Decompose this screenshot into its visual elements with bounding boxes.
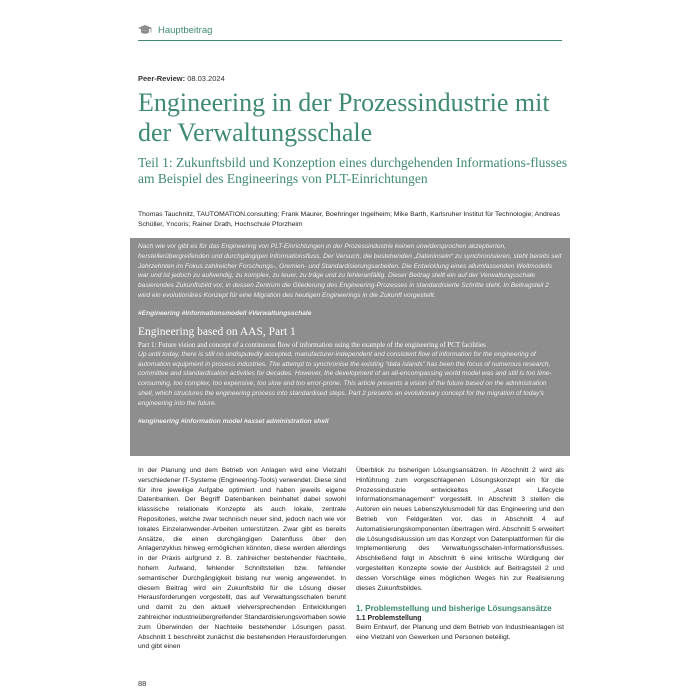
- body-paragraph: In der Planung und dem Betrieb von Anlagen wird eine Vielzahl verschiedener IT-Systeme (Engineering-Tools) verwendet. Diese sind für ihre jeweilige Aufgabe optimiert und haben jeweils eigene Datenbanken. Der Begriff Datenbanken beinhaltet dabei sowohl klassische relationale Konzepte als auch lokale, zentrale Repositories, welche zwar technisch neuer sind, jedoch nach wie vor lokales Einzelanwender-Arbeiten unterstützen. Zwar gibt es bereits Ansätze, die einen durchgängigen Datenfluss über den Anlagenzyklus hinweg ermöglichen könnten, diese werden allerdings in der Praxis aufgrund z. B. zahlreicher bestehender Nachteile, hohem Aufwand, fehlender Schnittstellen bzw. fehlender semantischer Durchgängigkeit bislang nur wenig angewendet. In diesem Beitrag wird ein Zukunftsbild für die Lösung dieser Herausforderungen vorgestellt, das auf Verwaltungsschalen beruht und damit zu den aktuell vielversprechenden Entwicklungen zahlreicher industrieübergreifender Standardisierungsvorhaben sowie zum Überwinden der Nachteile bestehender Lösungen passt. Abschnitt 1 beschreibt zunächst die bestehenden Herausforderungen und gibt einen: [138, 467, 346, 651]
- section-heading: 1. Problemstellung und bisherige Lösungsansätze: [356, 604, 552, 614]
- english-subtitle: Part 1: Future vision and concept of a continuous flow of information using the example of the engineering of PCT facilities: [138, 340, 486, 349]
- body-column-left: [138, 466, 346, 652]
- page-number: 88: [138, 679, 147, 688]
- body-paragraph: Überblick zu bisherigen Lösungsansätzen. In Abschnitt 2 wird als Hinführung zum vorgeschlagenen Lösungskonzept ein für die Prozessindustrie entwickeltes „Asset Lifecycle Informationsmanagement“ vorgestellt. In Abschnitt 3 stellen die Autoren ein neues Lebenszyklusmodell für das Engineering und den Betrieb von Feldgeräten vor, das in Abschnitt 4 auf Automatisierungskomponenten übertragen wird. Abschnitt 5 erweitert die Lösungsdiskussion um das Konzept von Datenplattformen für die Implementierung des Verwaltungsschalen-Informationsflusses. Abschließend folgt in Abschnitt 6 eine kritische Würdigung der vorgestellten Konzepte sowie der Ausblick auf Beitragsteil 2 und dessen Vorschläge eines möglichen Weges hin zur Realisierung dieses Zukunftsbildes.: [356, 467, 564, 592]
- subsection-heading: 1.1 Problemstellung: [356, 615, 422, 623]
- peer-review-date: 08.03.2024: [187, 74, 225, 83]
- body-paragraph: Beim Entwurf, der Planung und dem Betrieb von Industrieanlagen ist eine Vielzahl von Gewerken und Personen beteiligt.: [356, 624, 564, 642]
- section-label: Hauptbeitrag: [158, 24, 213, 36]
- english-title: Engineering based on AAS, Part 1: [138, 325, 296, 338]
- body-column-right: [356, 466, 564, 643]
- abstract-german: Nach wie vor gibt es für das Engineering von PLT-Einrichtungen in der Prozessindustrie keinen unwidersprochen akzeptierten, herstellerübergreifenden und durchgängigen Informationsfluss. Der Versuch, die bestehenden „Dateninseln“ zu synchronisieren, steht bereits seit Jahrzehnten im Fokus zahlreicher Forschungs-, Gremien- und Standardisierungsarbeiten. Die Entwicklung eines allumfassenden Weltmodells war und ist jedoch zu aufwendig, zu komplex, zu teuer, zu träge und zu fehleranfällig. Dieser Beitrag stellt ein auf der Verwaltungsschale basierendes Zukunftsbild vor, in dessen Zentrum die Gliederung des Engineering-Prozesses in standardisierte Schritte steht. In Beitragsteil 2 wird ein evolutionäres Konzept für eine Migration des heutigen Engineerings in die Zukunft vorgestellt.: [138, 243, 562, 299]
- article-subtitle: Teil 1: Zukunftsbild und Konzeption eines durchgehenden Informations-flusses am Beispiel des Engineerings von PLT-Einrichtungen: [138, 155, 568, 186]
- peer-review-line: [138, 74, 225, 83]
- keywords-german: #Engineering #Informationsmodell #Verwaltungsschale: [138, 309, 312, 317]
- abstract-english: Up until today, there is still no undisputedly accepted, manufacturer-independent and consistent flow of information for the engineering of automation equipment in process industries. The attempt to synchronise the existing “data islands” has been the focus of numerous research, committee and standardisation activities for decades. However, the development of an all-encompassing world model was and still is too time-consuming, too complex, too expensive, too slow and too error-prone. This article presents a vision of the future based on the administration shell, which structures the engineering process into standardised steps. Part 2 presents an evolutionary concept for the migration of today's engineering into the future.: [138, 350, 552, 407]
- article-title: Engineering in der Prozessindustrie mit der Verwaltungsschale: [138, 88, 550, 147]
- peer-review-label: Peer-Review:: [138, 74, 186, 83]
- author-list: Thomas Tauchnitz, TAUTOMATION.consulting; Frank Maurer, Boehringer Ingelheim; Mike Barth, Karlsruher Institut für Technologie; Andreas Schüller, Yncoris; Rainer Drath, Hochschule Pforzheim: [138, 211, 560, 228]
- graduation-hat-icon: [138, 25, 152, 35]
- section-header: [138, 20, 562, 41]
- abstract-box: [130, 238, 570, 456]
- keywords-english: #engineering #information model #asset administration shell: [138, 417, 329, 425]
